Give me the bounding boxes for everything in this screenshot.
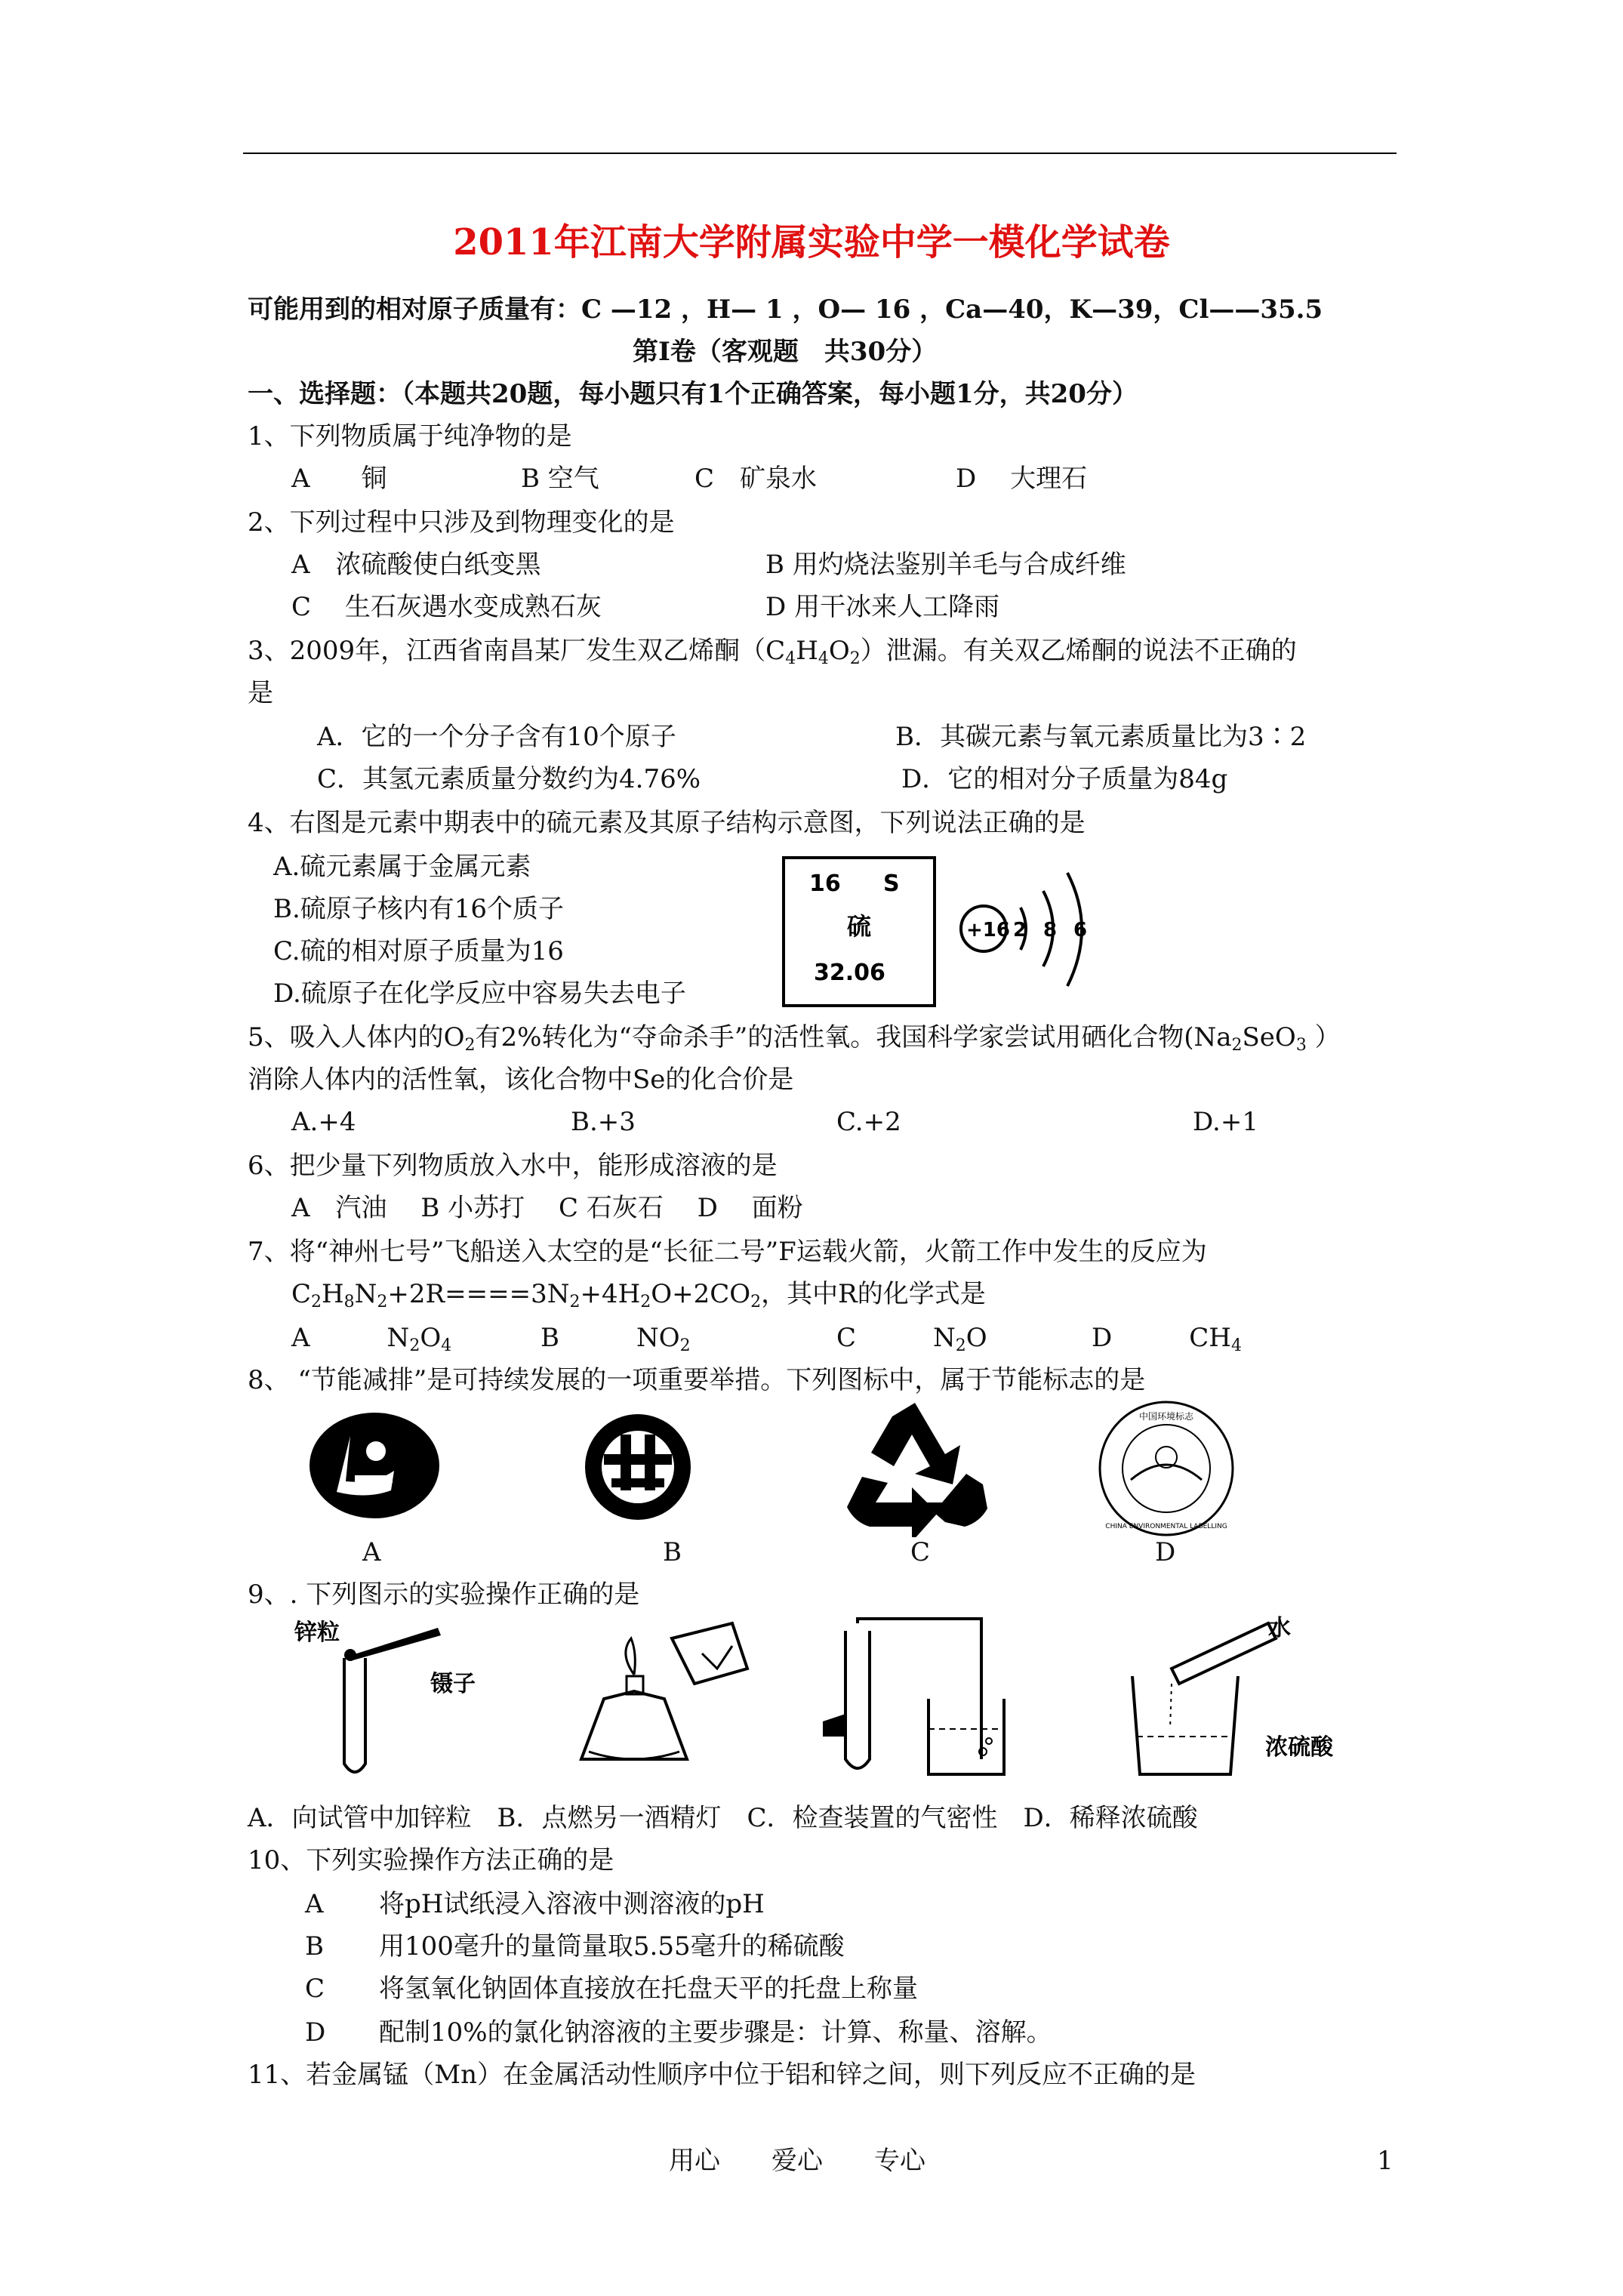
q8-stem: 8、 “节能减排”是可持续发展的一项重要举措。下列图标中，属于节能标志的是 [248,1365,1146,1395]
q2-option-a: A 浓硫酸使白纸变黑 [291,550,541,580]
q1-option-d: D 大理石 [956,464,1088,494]
volume-title: 第Ⅰ卷（客观题 共30分） [633,337,938,367]
q3-stem-cont: 是 [248,678,273,708]
q5-option-b: B.+3 [571,1107,636,1137]
q8-option-b: B [663,1537,682,1567]
recycle-icon [839,1401,990,1537]
shell-3-count: 6 [1073,919,1088,942]
q2-option-d: D 用干冰来人工降雨 [765,592,1000,622]
label-water: 水 [1268,1615,1291,1641]
airtightness-figure [815,1608,1019,1789]
q7-option-d: D $CH_4$ [1092,1323,1242,1355]
footer-slogan: 用心 爱心 专心 [669,2146,925,2176]
q10-key-c: C [305,1974,325,2004]
q10-stem: 10、下列实验操作方法正确的是 [248,1845,614,1875]
q5-option-c: C.+2 [836,1107,901,1137]
label-acid: 浓硫酸 [1265,1734,1333,1761]
q3-stem: 3、2009年，江西省南昌某厂发生双乙烯酮$(C_4H_4O_2)$泄漏。有关双乙烯酮的说法不正确的 [248,636,1297,668]
label-d-en: CHINA ENVIRONMENTAL LABELLING [1105,1523,1227,1530]
q5-option-a: A.+4 [291,1107,356,1137]
label-d-cn: 中国环境标志 [1138,1411,1194,1422]
shell-1-count: 2 [1013,919,1027,942]
label-zinc: 锌粒 [294,1620,340,1646]
q4-option-d: D.硫原子在化学反应中容易失去电子 [273,978,686,1009]
q2-option-b: B 用灼烧法鉴别羊毛与合成纤维 [765,550,1126,580]
q3-option-c: C．其氢元素质量分数约为4.76% [317,764,701,794]
q5-option-d: D.+1 [1193,1107,1258,1137]
q1-stem: 1、下列物质属于纯净物的是 [248,421,572,451]
page-title: 2011年江南大学附属实验中学一模化学试卷 [453,221,1170,264]
q8-option-c: C [910,1537,931,1567]
q1-option-b: B 空气 [521,464,599,494]
q7-option-c: C $N_2O$ [836,1323,987,1355]
q3-option-b: B．其碳元素与氧元素质量比为3∶2 [895,722,1307,752]
element-symbol: S [883,871,900,897]
element-name: 硫 [847,912,872,941]
q9-stem: 9、. 下列图示的实验操作正确的是 [248,1579,640,1610]
q10-key-b: B [305,1931,324,1962]
q7-option-a: A $N_2O_4$ [291,1323,452,1355]
q7-stem: 7、将“神州七号”飞船送入太空的是“长征二号”F运载火箭，火箭工作中发生的反应为 [248,1237,1207,1267]
q2-option-c: C 生石灰遇水变成熟石灰 [291,592,602,622]
q7-equation: $C_2H_8N_2+2R====3N_2+4H_2O+2CO_2$，其中R的化学式是 [291,1279,986,1311]
q10-option-b: 用100毫升的量筒量取5.55毫升的稀硫酸 [379,1931,845,1962]
q3-option-d: D．它的相对分子质量为84g [901,764,1228,794]
water-saving-icon [574,1410,702,1524]
q1-option-c: C 矿泉水 [694,464,818,494]
q6-options: A 汽油 B 小苏打 C 石灰石 D 面粉 [291,1193,803,1223]
page-number: 1 [1377,2146,1394,2176]
q7-option-b: B $NO_2$ [540,1323,691,1355]
q8-option-a: A [362,1537,381,1567]
alcohol-lamp-figure [559,1608,755,1789]
environmental-label-icon [1095,1397,1238,1540]
q4-stem: 4、右图是元素中期表中的硫元素及其原子结构示意图，下列说法正确的是 [248,808,1086,838]
q10-key-a: A [305,1889,324,1919]
q1-option-a: A 铜 [291,464,387,494]
q6-stem: 6、把少量下列物质放入水中，能形成溶液的是 [248,1151,778,1181]
atomic-masses: 可能用到的相对原子质量有：C —12 ，H— 1 ，O— 16 ，Ca—40，K—39，Cl——35.5 [248,294,1323,325]
dilute-acid-figure [1117,1608,1359,1789]
q3-option-a: A．它的一个分子含有10个原子 [317,722,676,752]
section-heading: 一、选择题：（本题共20题，每小题只有1个正确答案，每小题1分，共20分） [248,379,1138,409]
nucleus-charge: +16 [966,919,1010,942]
q2-stem: 2、下列过程中只涉及到物理变化的是 [248,507,675,538]
zinc-test-tube-figure [287,1613,483,1786]
shell-2-count: 8 [1043,919,1058,942]
q11-stem: 11、若金属锰（Mn）在金属活动性顺序中位于铝和锌之间，则下列反应不正确的是 [248,2060,1196,2090]
atomic-mass: 32.06 [814,960,885,986]
sulfur-figure [778,853,1125,1012]
q10-option-a: 将pH试纸浸入溶液中测溶液的pH [379,1889,765,1919]
q8-option-d: D [1155,1537,1176,1567]
q9-options: A．向试管中加锌粒 B．点燃另一酒精灯 C．检查装置的气密性 D．稀释浓硫酸 [248,1803,1198,1833]
label-tweezer: 镊子 [430,1671,476,1697]
energy-saving-icon [306,1409,442,1522]
atomic-number: 16 [809,871,841,897]
q5-stem-cont: 消除人体内的活性氧，该化合物中Se的化合价是 [248,1065,794,1095]
q4-option-c: C.硫的相对原子质量为16 [273,936,564,966]
q10-key-d: D [305,2017,326,2048]
q10-option-c: 将氢氧化钠固体直接放在托盘天平的托盘上称量 [379,1974,918,2004]
q4-option-b: B.硫原子核内有16个质子 [273,894,565,924]
q5-stem: 5、吸入人体内的$O_2$有2%转化为“夺命杀手”的活性氧。我国科学家尝试用硒化合物($Na_2SeO_3$ ） [248,1022,1341,1055]
q10-option-d: 配制10%的氯化钠溶液的主要步骤是：计算、称量、溶解。 [379,2017,1052,2048]
q4-option-a: A.硫元素属于金属元素 [273,852,531,882]
header-rule [243,153,1397,154]
